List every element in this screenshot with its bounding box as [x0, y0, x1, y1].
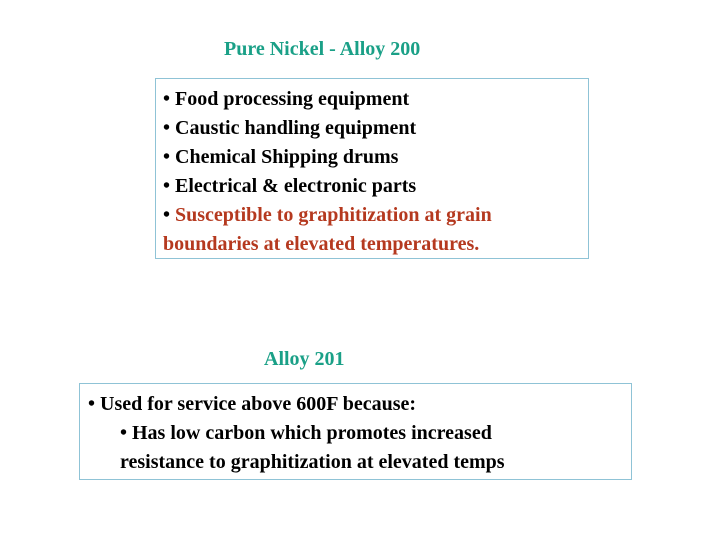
alloy-200-applications-box	[155, 78, 589, 259]
list-item-food-processing: • Food processing equipment	[163, 88, 410, 110]
alloy-201-service-box	[79, 383, 632, 480]
list-item-caustic-handling: • Caustic handling equipment	[163, 117, 417, 139]
alloy-201-title: Alloy 201	[264, 348, 345, 370]
sub-item-low-carbon: • Has low carbon which promotes increased	[120, 422, 492, 444]
warning-text-line-1: Susceptible to graphitization at grain	[175, 204, 492, 226]
list-item-electrical-parts: • Electrical & electronic parts	[163, 175, 417, 197]
list-item-graphitization-warning	[163, 201, 588, 230]
sub-item-resistance: resistance to graphitization at elevated temps	[120, 451, 505, 473]
list-item-service-above-600f: • Used for service above 600F because:	[88, 393, 417, 415]
list-item-chemical-drums: • Chemical Shipping drums	[163, 146, 399, 168]
alloy-200-title: Pure Nickel - Alloy 200	[224, 38, 421, 60]
bullet: •	[163, 204, 171, 226]
warning-text-line-2: boundaries at elevated temperatures.	[163, 233, 480, 255]
